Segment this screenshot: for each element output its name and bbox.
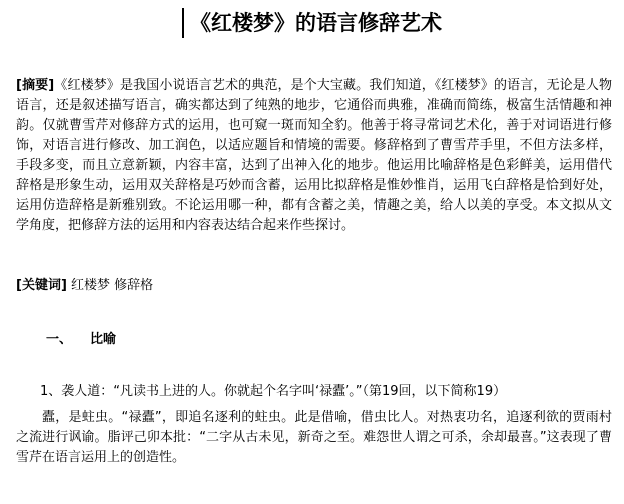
title-area (0, 8, 624, 38)
keywords-line (16, 276, 153, 296)
keywords-text: 红楼梦 修辞格 (71, 278, 154, 293)
keywords-tag: [关键词] (16, 278, 67, 293)
abstract-tag: [摘要] (16, 78, 55, 93)
abstract-text: 《红楼梦》是我国小说语言艺术的典范，是个大宝藏。我们知道，《红楼梦》的语言，无论是人物语言，还是叙述描写语言，确实都达到了纯熟的地步，它通俗而典雅，准确而简练，极富生活情趣和神韵。仅就曹雪芹对修辞方式的运用，也可窥一斑而知全豹。他善于将寻常词艺术化，善于对词语进行修饰，对语言进行修改、加工润色，以适应题旨和情境的需要。修辞格到了曹雪芹手里，不但方法多样，手段多变，而且立意新颖，内容丰富，达到了出神入化的地步。他运用比喻辞格是色彩鲜美，运用借代辞格是形象生动，运用双关辞格是巧妙而含蓄，运用比拟辞格是惟妙惟肖，运用飞白辞格是恰到好处，运用仿造辞格是新雅别致。不论运用哪一种，都有含蓄之美，情趣之美，给人以美的享受。本文拟从文学角度，把修辞方法的运用和内容表达结合起来作些探讨。 (16, 78, 612, 233)
section-title: 比喻 (90, 332, 117, 347)
abstract-paragraph (16, 76, 612, 236)
section-heading-metaphor (46, 330, 116, 350)
section-number: 一、 (46, 332, 73, 347)
document-title: 《红楼梦》的语言修辞艺术 (182, 8, 442, 38)
example-explanation: 蠹，是蛀虫。“禄蠹”，即追名逐利的蛀虫。此是借喻，借虫比人。对热衷功名，追逐利欲的贾雨村之流进行讽谕。脂评己卯本批：“二字从古未见，新奇之至。难怨世人谓之可杀，余却最喜。”这表现了曹雪芹在语言运用上的创造性。 (16, 410, 612, 465)
example-quote: 1、袭人道：“凡读书上进的人。你就起个名字叫‘禄蠹’。”（第19回，以下简称19） (40, 384, 507, 399)
